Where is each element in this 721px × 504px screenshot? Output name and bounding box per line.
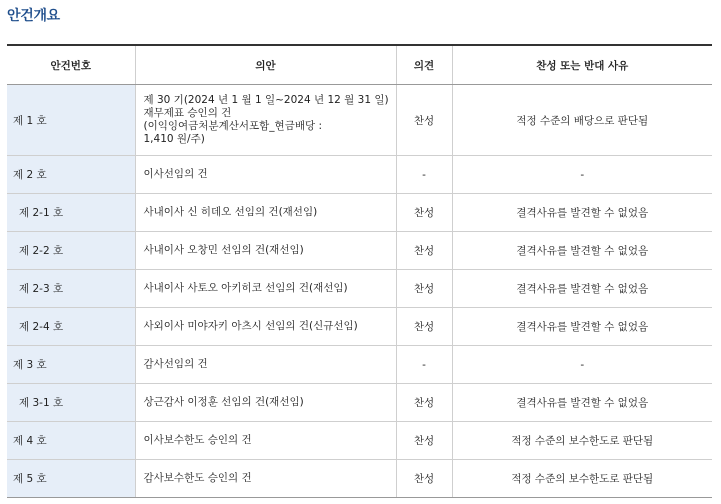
agenda-number-cell: 제 3 호 xyxy=(7,346,135,384)
agenda-number-cell: 제 2-4 호 xyxy=(7,308,135,346)
agenda-title-cell: 감사보수한도 승인의 건 xyxy=(135,460,396,498)
opinion-cell: 찬성 xyxy=(396,270,452,308)
opinion-cell: 찬성 xyxy=(396,460,452,498)
table-row xyxy=(7,194,712,232)
header-opinion: 의견 xyxy=(396,45,452,85)
agenda-title-cell: 사내이사 신 히데오 선임의 건(재선임) xyxy=(135,194,396,232)
reason-cell: 결격사유를 발견할 수 없었음 xyxy=(452,308,712,346)
agenda-title-cell: 사내이사 사토오 아키히코 선임의 건(재선임) xyxy=(135,270,396,308)
opinion-cell: 찬성 xyxy=(396,308,452,346)
agenda-title-cell: 이사선임의 건 xyxy=(135,156,396,194)
reason-cell: 결격사유를 발견할 수 없었음 xyxy=(452,194,712,232)
reason-cell: 적정 수준의 보수한도로 판단됨 xyxy=(452,422,712,460)
table-row xyxy=(7,232,712,270)
reason-cell: - xyxy=(452,156,712,194)
page-title: 안건개요 xyxy=(7,8,60,24)
reason-cell: 결격사유를 발견할 수 없었음 xyxy=(452,384,712,422)
agenda-table xyxy=(7,44,712,498)
header-reason: 찬성 또는 반대 사유 xyxy=(452,45,712,85)
table-row xyxy=(7,460,712,498)
table-row xyxy=(7,270,712,308)
opinion-cell: 찬성 xyxy=(396,384,452,422)
opinion-cell: 찬성 xyxy=(396,85,452,156)
table-row xyxy=(7,384,712,422)
reason-cell: 결격사유를 발견할 수 없었음 xyxy=(452,232,712,270)
agenda-title-cell: 사내이사 오창민 선임의 건(재선임) xyxy=(135,232,396,270)
agenda-title-cell: 이사보수한도 승인의 건 xyxy=(135,422,396,460)
reason-cell: - xyxy=(452,346,712,384)
opinion-cell: 찬성 xyxy=(396,194,452,232)
agenda-title-cell: 감사선임의 건 xyxy=(135,346,396,384)
agenda-number-cell: 제 1 호 xyxy=(7,85,135,156)
table-header-row xyxy=(7,45,712,85)
opinion-cell: 찬성 xyxy=(396,232,452,270)
header-agenda-number: 안건번호 xyxy=(7,45,135,85)
agenda-number-cell: 제 2-1 호 xyxy=(7,194,135,232)
agenda-title-cell: 상근감사 이정훈 선임의 건(재선임) xyxy=(135,384,396,422)
reason-cell: 결격사유를 발견할 수 없었음 xyxy=(452,270,712,308)
agenda-number-cell: 제 5 호 xyxy=(7,460,135,498)
reason-cell: 적정 수준의 배당으로 판단됨 xyxy=(452,85,712,156)
opinion-cell: - xyxy=(396,156,452,194)
table-row xyxy=(7,346,712,384)
agenda-title-cell: 사외이사 미야자키 아츠시 선임의 건(신규선임) xyxy=(135,308,396,346)
opinion-cell: - xyxy=(396,346,452,384)
agenda-number-cell: 제 2-2 호 xyxy=(7,232,135,270)
table-row xyxy=(7,156,712,194)
opinion-cell: 찬성 xyxy=(396,422,452,460)
table-row xyxy=(7,308,712,346)
agenda-number-cell: 제 3-1 호 xyxy=(7,384,135,422)
header-agenda: 의안 xyxy=(135,45,396,85)
agenda-number-cell: 제 2 호 xyxy=(7,156,135,194)
reason-cell: 적정 수준의 보수한도로 판단됨 xyxy=(452,460,712,498)
table-row xyxy=(7,422,712,460)
agenda-number-cell: 제 2-3 호 xyxy=(7,270,135,308)
table-row xyxy=(7,85,712,156)
agenda-title-cell: 제 30 기(2024 년 1 월 1 일~2024 년 12 월 31 일) 재무제표 승인의 건 (이익잉여금처분계산서포함_현금배당 : 1,410 원/주) xyxy=(135,85,396,156)
agenda-number-cell: 제 4 호 xyxy=(7,422,135,460)
